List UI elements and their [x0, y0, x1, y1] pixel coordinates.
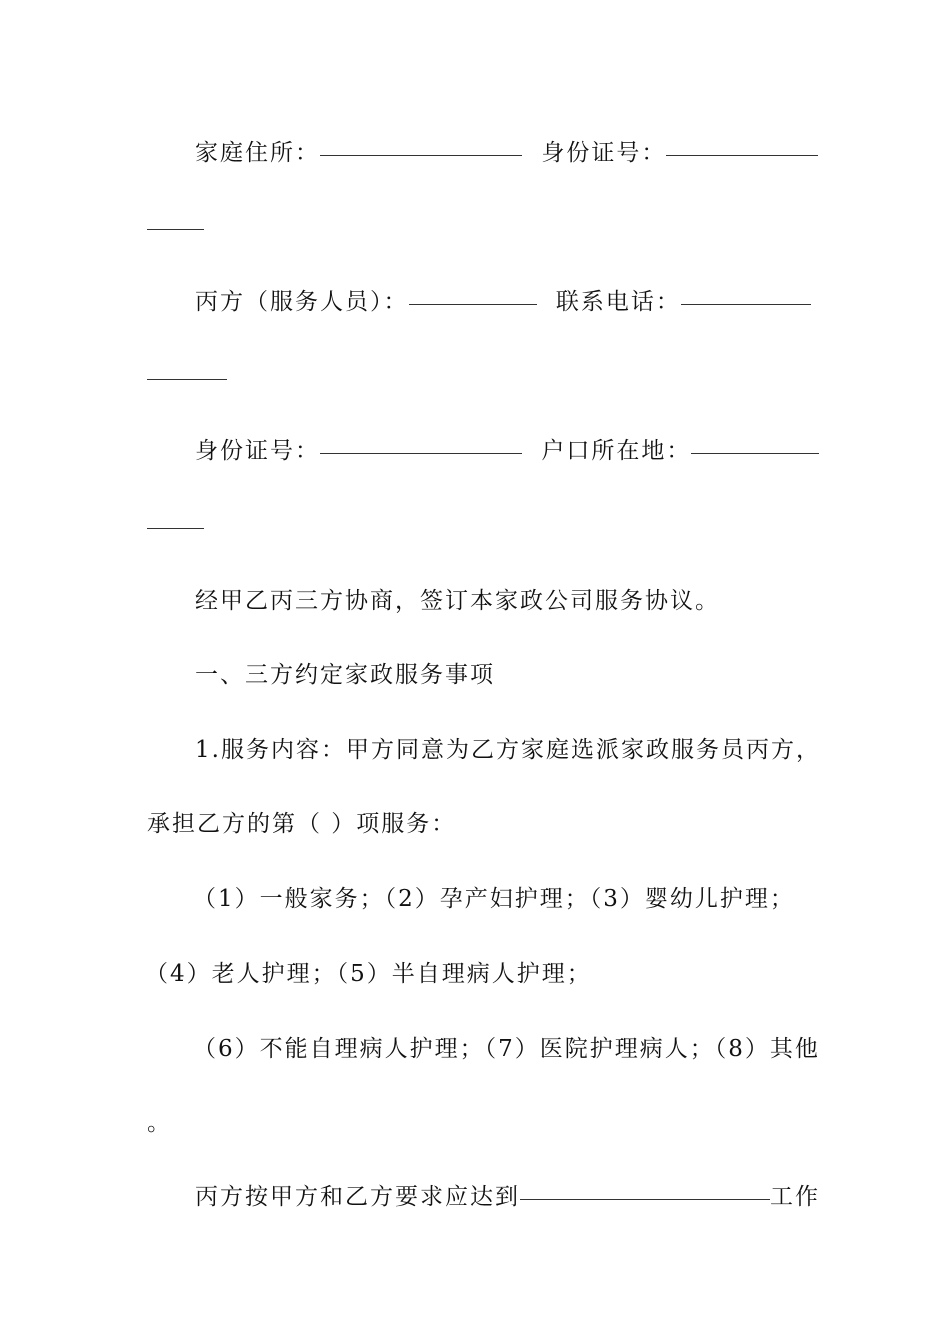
idnumber-hukou-line [195, 431, 807, 471]
service-options-3: （6）不能自理病人护理；（7）医院护理病人；（8）其他 [193, 1036, 820, 1062]
id-number-label: 身份证号： [541, 140, 667, 166]
phone-continuation [147, 357, 247, 397]
service-options-end: 。 [147, 1110, 172, 1136]
service-content-para: 1.服务内容：甲方同意为乙方家庭选派家政服务员丙方， [195, 737, 821, 763]
service-options-1: （1）一般家务；（2）孕产妇护理；（3）婴幼儿护理； [193, 886, 795, 912]
work-standard-label: 丙方按甲方和乙方要求应达到 [195, 1184, 520, 1210]
phone-field[interactable] [681, 278, 811, 305]
id-number-field-continued[interactable] [147, 203, 204, 230]
id-number-continuation [147, 207, 227, 247]
hukou-continuation [147, 506, 227, 546]
party-c-field[interactable] [409, 278, 537, 305]
party-c-label: 丙方（服务人员）： [195, 289, 409, 315]
hukou-label: 户口所在地： [541, 438, 692, 464]
agreement-intro: 经甲乙丙三方协商，签订本家政公司服务协议。 [195, 588, 720, 614]
section-heading: 一、三方约定家政服务事项 [195, 662, 495, 688]
party-c-id-label: 身份证号： [195, 438, 320, 464]
residence-field[interactable] [320, 129, 522, 156]
hukou-field[interactable] [691, 427, 819, 454]
party-c-id-field[interactable] [320, 427, 522, 454]
work-standard-field[interactable] [520, 1173, 770, 1200]
service-options-2: （4）老人护理；（5）半自理病人护理； [145, 961, 592, 987]
phone-label: 联系电话： [555, 289, 681, 315]
work-standard-line [195, 1177, 950, 1217]
phone-field-continued[interactable] [147, 353, 227, 380]
residence-idnumber-line [195, 133, 807, 173]
id-number-field[interactable] [666, 129, 818, 156]
hukou-field-continued[interactable] [147, 502, 204, 529]
service-content-cont: 承担乙方的第（ ）项服务： [147, 811, 457, 837]
residence-label: 家庭住所： [195, 140, 320, 166]
work-standard-suffix: 工作 [770, 1184, 820, 1210]
party-c-phone-line [195, 282, 807, 322]
